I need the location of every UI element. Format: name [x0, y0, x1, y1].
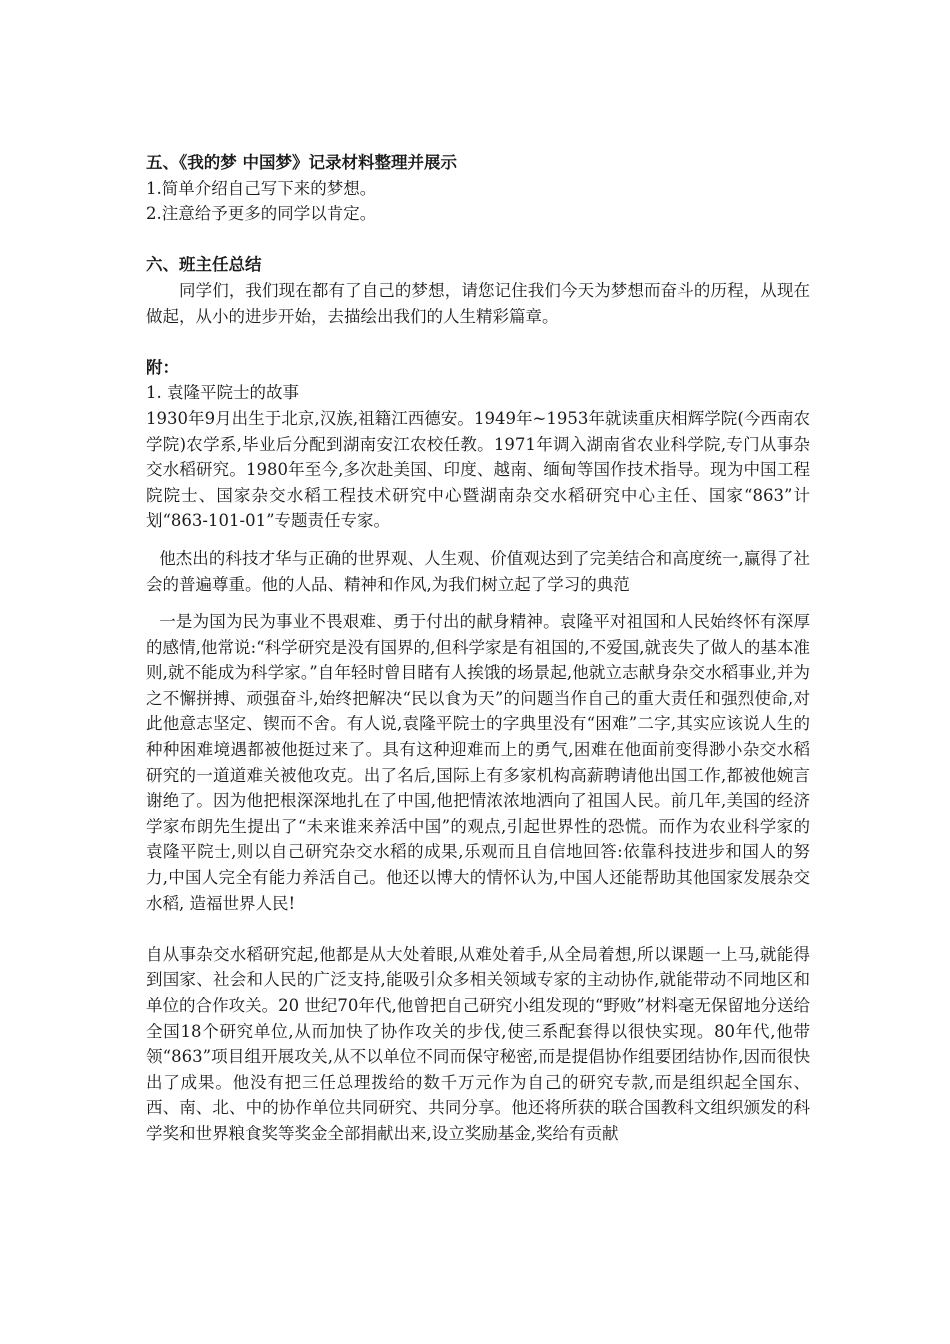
document-content — [146, 150, 810, 1147]
spacer — [146, 227, 810, 253]
appendix-heading: 附： — [146, 357, 179, 377]
appendix-paragraph-bio: 1930年9月出生于北京,汉族,祖籍江西德安。1949年~1953年就读重庆相辉学院(今西南农学院)农学系,毕业后分配到湖南安江农校任教。1971年调入湖南省农业科学院,专门从事杂交水稻研究。1980年至今,多次赴美国、印度、越南、缅甸等国作技术指导。现为中国工程院院士、国家杂交水稻工程技术研究中心暨湖南杂交水稻研究中心主任、国家“863”计划“863-101-01”专题责任专家。 — [146, 408, 810, 531]
spacer — [146, 597, 810, 609]
section-five-item-1: 1.简单介绍自己写下来的梦想。 — [146, 178, 377, 198]
appendix-subtitle: 1. 袁隆平院士的故事 — [146, 383, 299, 403]
spacer — [146, 329, 810, 355]
appendix-paragraph-summary: 他杰出的科技才华与正确的世界观、人生观、价值观达到了完美结合和高度统一,赢得了社会的普遍尊重。他的人品、精神和作风,为我们树立起了学习的典范 — [146, 548, 810, 594]
section-six-heading: 六、班主任总结 — [146, 255, 262, 275]
spacer — [146, 534, 810, 546]
spacer — [146, 916, 810, 942]
section-five-heading: 五、《我的梦 中国梦》记录材料整理并展示 — [146, 153, 457, 172]
section-five-item-2: 2.注意给予更多的同学以肯定。 — [146, 204, 377, 224]
section-six-body: 同学们，我们现在都有了自己的梦想，请您记住我们今天为梦想而奋斗的历程，从现在做起，从小的进步开始，去描绘出我们的人生精彩篇章。 — [146, 280, 810, 326]
appendix-paragraph-dedication: 一是为国为民为事业不畏艰难、勇于付出的献身精神。袁隆平对祖国和人民始终怀有深厚的感情,他常说:“科学研究是没有国界的,但科学家是有祖国的,不爱国,就丧失了做人的基本准则,就不能成为科学家。”自年轻时曾目睹有人挨饿的场景起,他就立志献身杂交水稻事业,并为之不懈拼搏、顽强奋斗,始终把解决“民以食为天”的问题当作自己的重大责任和强烈使命,对此他意志坚定、锲而不舍。有人说,袁隆平院士的字典里没有“困难”二字,其实应该说人生的种种困难境遇都被他挺过来了。具有这种迎难而上的勇气,困难在他面前变得渺小杂交水稻研究的一道道难关被他攻克。出了名后,国际上有多家机构高薪聘请他出国工作,都被他婉言谢绝了。因为他把根深深地扎在了中国,他把情浓浓地洒向了祖国人民。前几年,美国的经济学家布朗先生提出了“未来谁来养活中国”的观点,引起世界性的恐慌。而作为农业科学家的袁隆平院士,则以自己研究杂交水稻的成果,乐观而且自信地回答:依靠科技进步和国人的努力,中国人完全有能力养活自己。他还以博大的情怀认为,中国人还能帮助其他国家发展杂交水稻, 造福世界人民! — [146, 612, 810, 913]
appendix-paragraph-collaboration: 自从事杂交水稻研究起,他都是从大处着眼,从难处着手,从全局着想,所以课题一上马,就能得到国家、社会和人民的广泛支持,能吸引众多相关领域专家的主动协作,就能带动不同地区和单位的合作攻关。20 世纪70年代,他曾把自己研究小组发现的“野败”材料毫无保留地分送给全国18个研究单位,从而加快了协作攻关的步伐,使三系配套得以很快实现。80年代,他带领“863”项目组开展攻关,从不以单位不同而保守秘密,而是提倡协作组要团结协作,因而很快出了成果。他没有把三任总理拨给的数千万元作为自己的研究专款,而是组织起全国东、西、南、北、中的协作单位共同研究、共同分享。他还将所获的联合国教科文组织颁发的科学奖和世界粮食奖等奖金全部捐献出来,设立奖励基金,奖给有贡献 — [146, 944, 810, 1143]
